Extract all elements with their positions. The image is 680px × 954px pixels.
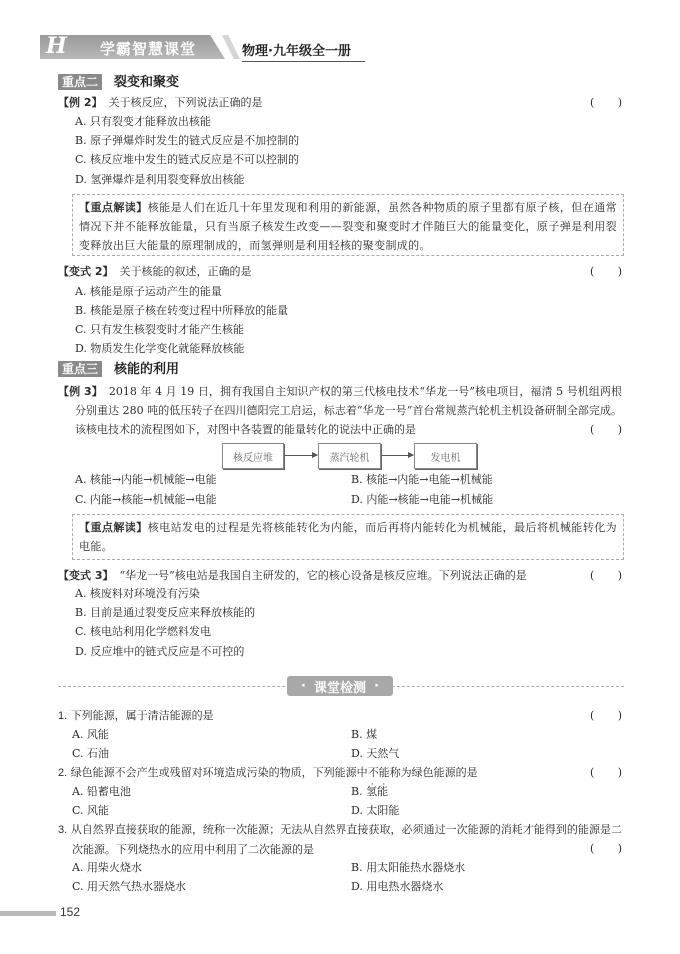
question-label: 【例 2】: [58, 96, 103, 109]
option: A. 核能→内能→机械能→电能: [75, 473, 217, 486]
section-heading-key3: [58, 360, 179, 379]
option: D. 物质发生化学变化就能释放核能: [75, 342, 245, 355]
option: B. 核能是原子核在转变过程中所释放的能量: [75, 304, 289, 317]
option: A. 铅蓄电池: [72, 785, 131, 798]
paren-open: (: [590, 842, 595, 855]
option: C. 核电站利用化学燃料发电: [75, 625, 212, 638]
question-text: 关于核反应，下列说法正确的是: [108, 96, 263, 109]
option: D. 反应堆中的链式反应是不可控的: [75, 645, 245, 658]
emphasized-text: 不能 · ·: [368, 766, 390, 779]
option: C. 只有发生核裂变时才能产生核能: [75, 323, 245, 336]
answer-paren: [590, 566, 622, 585]
paren-open: (: [590, 423, 595, 436]
paren-close: ): [617, 96, 622, 109]
section-title: 核能的利用: [114, 362, 180, 377]
book-title: 物理·九年级全一册: [242, 40, 365, 62]
option: B. 用太阳能热水器烧水: [351, 861, 466, 874]
option: C. 风能: [72, 804, 110, 817]
question-2-stem: [58, 763, 478, 783]
option: C. 核反应堆中发生的链式反应是不可以控制的: [75, 153, 300, 166]
answer-paren: [590, 763, 622, 782]
page-number-bar: [0, 911, 56, 916]
badge-dot: ·: [301, 678, 306, 694]
paren-close: ): [617, 709, 622, 722]
answer-paren: [590, 420, 622, 439]
question-label: 【变式 2】: [58, 265, 114, 278]
flow-box-generator: 发电机: [414, 443, 477, 469]
flow-box-reactor: 核反应堆: [222, 443, 284, 469]
question-number: 3.: [58, 824, 68, 836]
answer-paren: [590, 706, 622, 725]
option: D. 内能→核能→电能→机械能: [351, 493, 494, 506]
key-note-box: [72, 194, 624, 256]
question-number: 1.: [58, 710, 68, 722]
paren-close: ): [617, 423, 622, 436]
option: C. 石油: [72, 747, 110, 760]
option: B. 目前是通过裂变反应来释放核能的: [75, 606, 256, 619]
option: A. 用柴火烧水: [72, 861, 142, 874]
paren-open: (: [590, 766, 595, 779]
option: A. 核能是原子运动产生的能量: [75, 285, 222, 298]
question-text: 绿色能源不会产生或残留对环境造成污染的物质，下列能源中: [70, 766, 368, 779]
option: C. 用天然气热水器烧水: [72, 880, 187, 893]
question-text: 下列能源，属于清洁能源的是: [70, 709, 214, 722]
option: D. 天然气: [351, 747, 400, 760]
flow-box-turbine: 蒸汽轮机: [318, 443, 381, 469]
note-text: 核能是人们在近几十年里发现和利用的新能源，虽然各种物质的原子里都有原子核，但在通常情况下并不能释放能量，只有当原子核发生改变——裂变和聚变时才伴随巨大的能量变化，原子弹是利用裂变释放出巨大能量的原理制成的，而氢弹则是利用轻核的聚变制成的。: [79, 201, 617, 252]
badge-title: 课堂检测: [313, 680, 366, 696]
section-heading-key2: [58, 73, 179, 92]
note-label: 【重点解读】: [79, 201, 148, 214]
option: B. 氢能: [351, 785, 389, 798]
example-3-stem: [58, 382, 622, 439]
paren-close: ): [617, 842, 622, 855]
answer-paren: [590, 839, 622, 858]
paren-close: ): [617, 569, 622, 582]
brand-logo: H: [46, 33, 67, 59]
option: B. 煤: [351, 728, 378, 741]
question-label: 【变式 3】: [58, 569, 114, 582]
option: C. 内能→核能→机械能→电能: [75, 493, 217, 506]
option: A. 核废料对环境没有污染: [75, 587, 200, 600]
question-1-stem: [58, 706, 214, 726]
brand-name: 学霸智慧课堂: [100, 40, 197, 58]
answer-paren: [590, 262, 622, 281]
key-note-box: [72, 514, 624, 560]
note-text: 核电站发电的过程是先将核能转化为内能，而后再将内能转化为机械能，最后将机械能转化为电能。: [79, 521, 617, 553]
paren-open: (: [590, 96, 595, 109]
option: A. 风能: [72, 728, 109, 741]
option: D. 用电热水器烧水: [351, 880, 444, 893]
option: B. 核能→内能→电能→机械能: [351, 473, 493, 486]
arrow-icon: [284, 455, 317, 456]
paren-open: (: [590, 265, 595, 278]
option: D. 氢弹爆炸是利用裂变释放出核能: [75, 173, 245, 186]
section-tag: 重点二: [58, 74, 102, 90]
answer-paren: [590, 93, 622, 112]
badge-dot: ·: [374, 678, 379, 694]
question-number: 2.: [58, 767, 68, 779]
page-number: 152: [60, 905, 81, 919]
question-text: 2018 年 4 月 19 日，拥有我国自主知识产权的第三代核电技术“华龙一号”核电项目，福清 5 号机组两根分别重达 280 吨的低压转子在四川德阳完工启运，标志着“华龙一号”首台常规蒸汽轮机主机设备研制全部完成。该核电技术的流程图如下，对图中各装置的能量转化的说法中正确的是: [75, 385, 622, 436]
note-label: 【重点解读】: [79, 521, 148, 534]
example-2-stem: [58, 93, 262, 112]
paren-close: ): [617, 265, 622, 278]
question-text: 关于核能的叙述，正确的是: [119, 265, 252, 278]
question-text: 称为绿色能源的是: [389, 766, 478, 779]
variant-2-stem: [58, 262, 251, 281]
arrow-icon: [381, 455, 413, 456]
option: B. 原子弹爆炸时发生的链式反应是不加控制的: [75, 134, 300, 147]
section-title: 裂变和聚变: [114, 75, 180, 90]
paren-open: (: [590, 569, 595, 582]
question-text: “华龙一号”核电站是我国自主研发的，它的核心设备是核反应堆。下列说法正确的是: [119, 569, 527, 582]
paren-open: (: [590, 709, 595, 722]
classroom-check-badge: [287, 676, 393, 696]
question-3-stem: [58, 820, 622, 859]
question-label: 【例 3】: [58, 385, 103, 398]
option: D. 太阳能: [351, 804, 400, 817]
header-slash: [222, 35, 240, 59]
section-tag: 重点三: [58, 361, 102, 377]
paren-close: ): [617, 766, 622, 779]
question-text: 从自然界直接获取的能源，统称一次能源；无法从自然界直接获取，必须通过一次能源的消耗才能得到的能源是二次能源。下列烧热水的应用中利用了二次能源的是: [70, 823, 623, 856]
variant-3-stem: [58, 566, 527, 585]
option: A. 只有裂变才能释放出核能: [75, 115, 211, 128]
